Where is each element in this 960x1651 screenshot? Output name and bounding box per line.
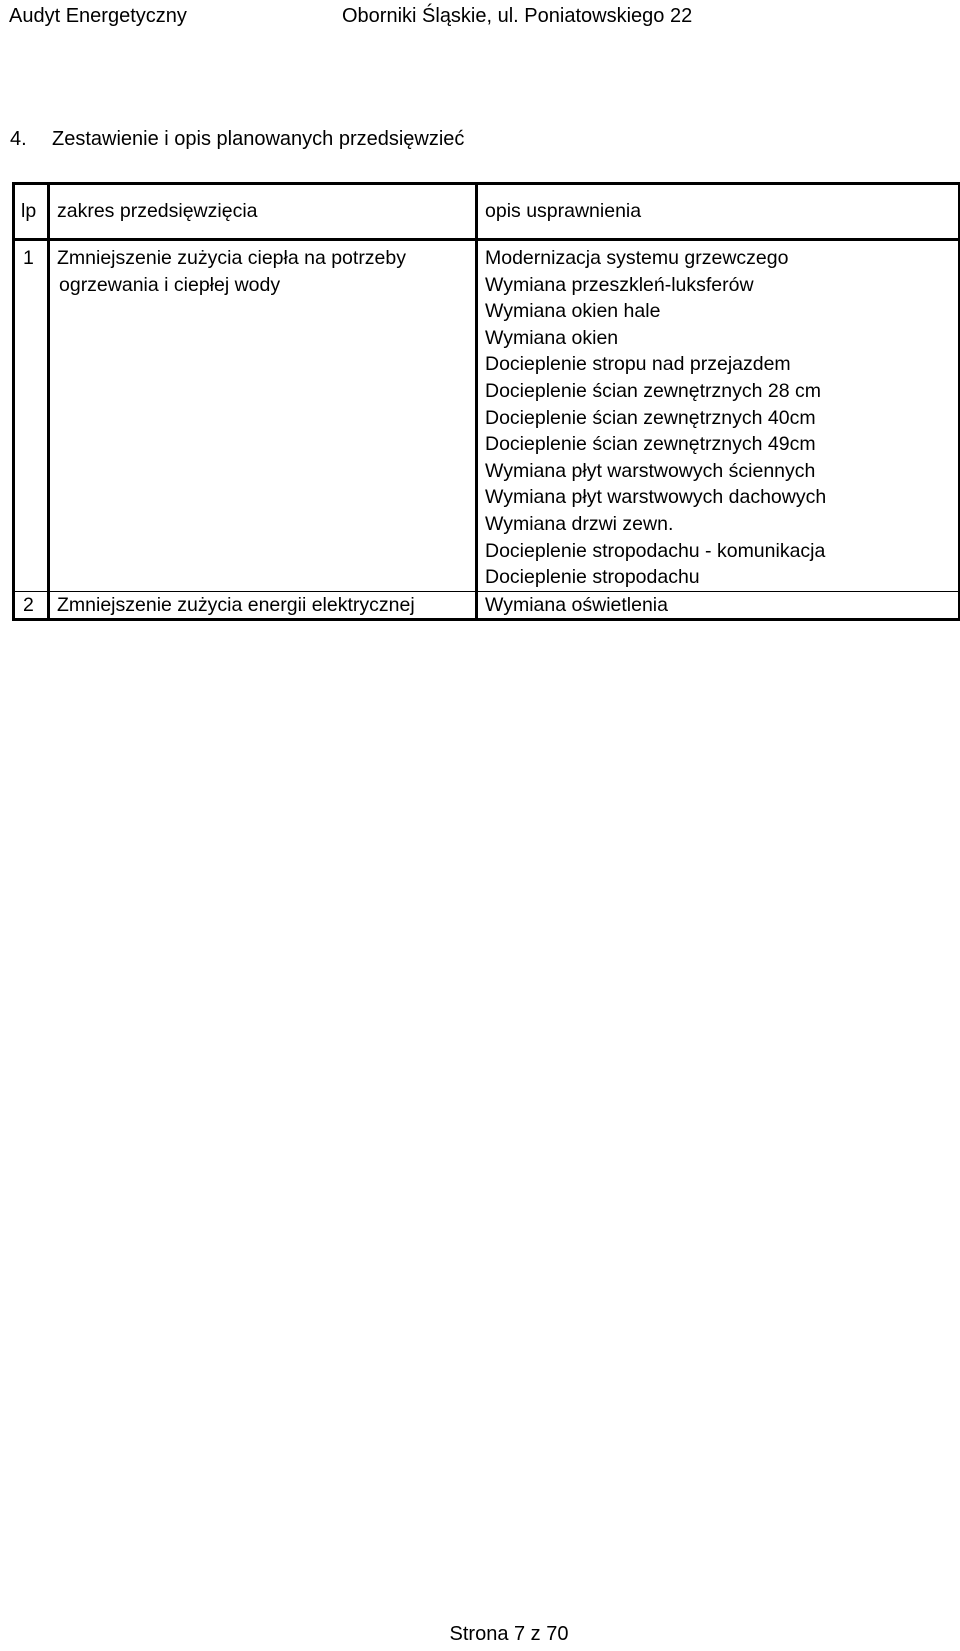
zakres-line: Zmniejszenie zużycia energii elektrycznej: [57, 593, 415, 616]
opis-item: Wymiana płyt warstwowych ściennych: [485, 459, 816, 482]
opis-item: Docieplenie ścian zewnętrznych 49cm: [485, 433, 816, 456]
opis-item: Docieplenie stropu nad przejazdem: [485, 353, 791, 376]
column-header-opis: opis usprawnienia: [477, 184, 960, 240]
column-header-zakres: zakres przedsięwzięcia: [49, 184, 477, 240]
zakres-line: Zmniejszenie zużycia ciepła na potrzeby: [57, 247, 407, 269]
opis-item: Wymiana drzwi zewn.: [485, 512, 674, 535]
opis-item: Wymiana płyt warstwowych dachowych: [485, 486, 827, 509]
table-row: [14, 240, 960, 592]
cell-zakres: [49, 240, 477, 592]
opis-item: Wymiana okien hale: [485, 300, 661, 323]
page-number: Strona 7 z 70: [449, 1623, 569, 1645]
section-title-text: Zestawienie i opis planowanych przedsięwzieć: [52, 128, 465, 150]
table-row: [14, 591, 960, 620]
cell-zakres: [49, 591, 477, 620]
opis-item: Docieplenie ścian zewnętrznych 40cm: [485, 406, 816, 429]
opis-item: Docieplenie stropodachu: [485, 566, 700, 589]
section-heading: [10, 127, 464, 151]
opis-item: Wymiana oświetlenia: [485, 593, 668, 616]
column-header-lp: lp: [14, 184, 49, 240]
header-document-title: Audyt Energetyczny: [9, 5, 187, 27]
opis-item: Modernizacja systemu grzewczego: [485, 247, 789, 269]
zakres-line: ogrzewania i ciepłej wody: [59, 273, 281, 296]
header-address: Oborniki Śląskie, ul. Poniatowskiego 22: [342, 5, 693, 27]
opis-item: Wymiana przeszkleń-luksferów: [485, 273, 754, 296]
cell-opis: [477, 591, 960, 620]
cell-lp: 1: [14, 240, 49, 592]
table-header-row: [14, 184, 960, 240]
opis-item: Wymiana okien: [485, 326, 619, 349]
measures-table: [12, 182, 960, 621]
opis-item: Docieplenie ścian zewnętrznych 28 cm: [485, 379, 821, 402]
cell-opis: [477, 240, 960, 592]
page-footer: [0, 1622, 960, 1646]
opis-item: Docieplenie stropodachu - komunikacja: [485, 539, 826, 562]
section-number: 4.: [10, 128, 27, 150]
cell-lp: 2: [14, 591, 49, 620]
